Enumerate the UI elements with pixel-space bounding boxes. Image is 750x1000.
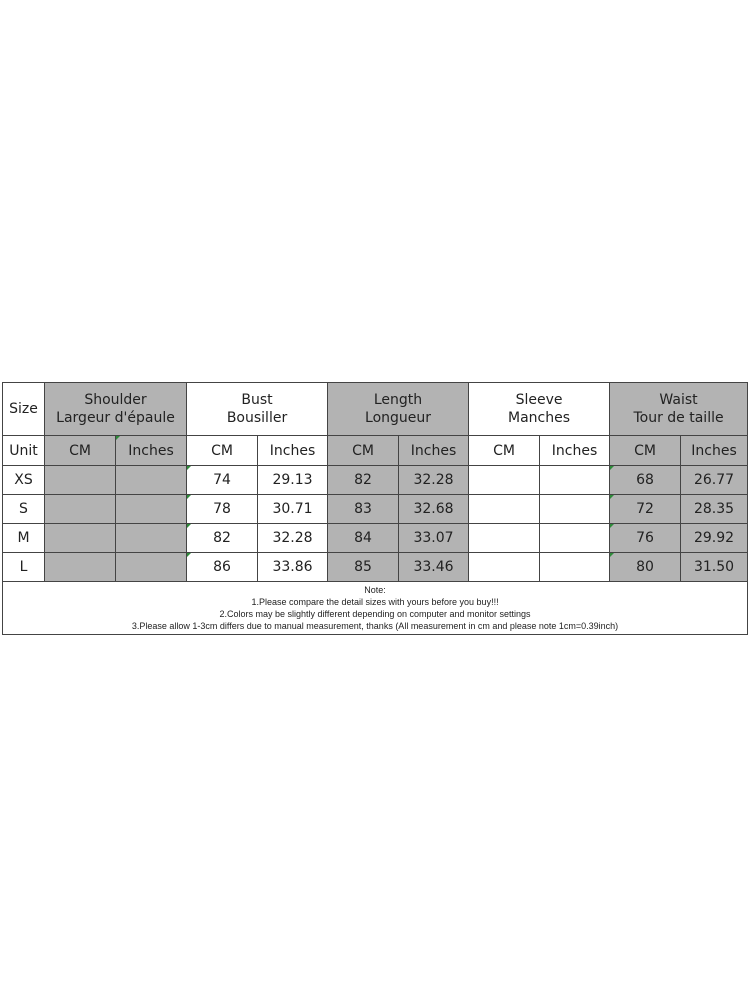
- length-unit-cm: CM: [328, 436, 399, 466]
- size-cell: S: [3, 495, 45, 524]
- table-row: [3, 553, 748, 582]
- shoulder-cm-cell: [45, 524, 116, 553]
- bust-inches-cell: 29.13: [258, 466, 328, 495]
- size-cell: M: [3, 524, 45, 553]
- sleeve-inches-cell: [540, 524, 610, 553]
- size-cell: L: [3, 553, 45, 582]
- sleeve-inches-cell: [540, 553, 610, 582]
- bust-unit-inches: Inches: [258, 436, 328, 466]
- bust-inches-cell: 30.71: [258, 495, 328, 524]
- size-header: Size: [3, 383, 45, 436]
- table-row: [3, 466, 748, 495]
- waist-unit-cm: CM: [610, 436, 681, 466]
- waist-cm-cell: 68: [610, 466, 681, 495]
- length-cm-cell: 83: [328, 495, 399, 524]
- note-row: [3, 582, 748, 635]
- bust-unit-cm: CM: [187, 436, 258, 466]
- waist-header-fr: Tour de taille: [633, 410, 724, 426]
- waist-cm-cell: 80: [610, 553, 681, 582]
- note-line-3: 3.Please allow 1-3cm differs due to manual measurement, thanks (All measurement in cm and please note 1cm=0.39inch): [131, 621, 619, 631]
- bust-inches-cell: 33.86: [258, 553, 328, 582]
- sleeve-cm-cell: [469, 495, 540, 524]
- waist-inches-cell: 31.50: [681, 553, 748, 582]
- bust-header: [187, 383, 328, 436]
- bust-header-fr: Bousiller: [226, 410, 288, 426]
- sleeve-header-fr: Manches: [508, 410, 571, 426]
- shoulder-inches-cell: [116, 466, 187, 495]
- table-row: [3, 495, 748, 524]
- note-line-2: 2.Colors may be slightly different depending on computer and monitor settings: [219, 609, 531, 619]
- note-title: Note:: [364, 585, 386, 595]
- shoulder-inches-cell: [116, 524, 187, 553]
- note-cell: [3, 582, 748, 635]
- sleeve-cm-cell: [469, 553, 540, 582]
- length-inches-cell: 32.28: [399, 466, 469, 495]
- length-header-en: Length: [373, 392, 423, 408]
- length-header-fr: Longueur: [365, 410, 432, 426]
- table-row: [3, 524, 748, 553]
- shoulder-header-en: Shoulder: [84, 392, 147, 408]
- waist-unit-inches: Inches: [681, 436, 748, 466]
- waist-cm-cell: 76: [610, 524, 681, 553]
- length-cm-cell: 84: [328, 524, 399, 553]
- shoulder-header: [45, 383, 187, 436]
- shoulder-unit-cm: CM: [45, 436, 116, 466]
- sleeve-cm-cell: [469, 524, 540, 553]
- unit-row: [3, 436, 748, 466]
- sleeve-cm-cell: [469, 466, 540, 495]
- size-cell: XS: [3, 466, 45, 495]
- sleeve-inches-cell: [540, 466, 610, 495]
- header-row: [3, 383, 748, 436]
- length-unit-inches: Inches: [399, 436, 469, 466]
- waist-header-en: Waist: [659, 392, 698, 408]
- waist-inches-cell: 29.92: [681, 524, 748, 553]
- length-cm-cell: 82: [328, 466, 399, 495]
- size-table: [2, 382, 748, 635]
- shoulder-cm-cell: [45, 553, 116, 582]
- shoulder-inches-cell: [116, 495, 187, 524]
- sleeve-unit-inches: Inches: [540, 436, 610, 466]
- sleeve-header-en: Sleeve: [515, 392, 563, 408]
- size-chart: [2, 382, 747, 635]
- waist-inches-cell: 28.35: [681, 495, 748, 524]
- waist-inches-cell: 26.77: [681, 466, 748, 495]
- length-inches-cell: 33.46: [399, 553, 469, 582]
- shoulder-cm-cell: [45, 495, 116, 524]
- unit-header: Unit: [3, 436, 45, 466]
- shoulder-inches-cell: [116, 553, 187, 582]
- bust-cm-cell: 78: [187, 495, 258, 524]
- shoulder-cm-cell: [45, 466, 116, 495]
- length-inches-cell: 32.68: [399, 495, 469, 524]
- bust-cm-cell: 82: [187, 524, 258, 553]
- waist-cm-cell: 72: [610, 495, 681, 524]
- bust-cm-cell: 74: [187, 466, 258, 495]
- sleeve-header: [469, 383, 610, 436]
- sleeve-unit-cm: CM: [469, 436, 540, 466]
- note-line-1: 1.Please compare the detail sizes with yours before you buy!!!: [251, 597, 499, 607]
- bust-inches-cell: 32.28: [258, 524, 328, 553]
- bust-cm-cell: 86: [187, 553, 258, 582]
- sleeve-inches-cell: [540, 495, 610, 524]
- bust-header-en: Bust: [241, 392, 273, 408]
- length-inches-cell: 33.07: [399, 524, 469, 553]
- waist-header: [610, 383, 748, 436]
- shoulder-header-fr: Largeur d'épaule: [56, 410, 175, 426]
- length-cm-cell: 85: [328, 553, 399, 582]
- shoulder-unit-inches: Inches: [116, 436, 187, 466]
- length-header: [328, 383, 469, 436]
